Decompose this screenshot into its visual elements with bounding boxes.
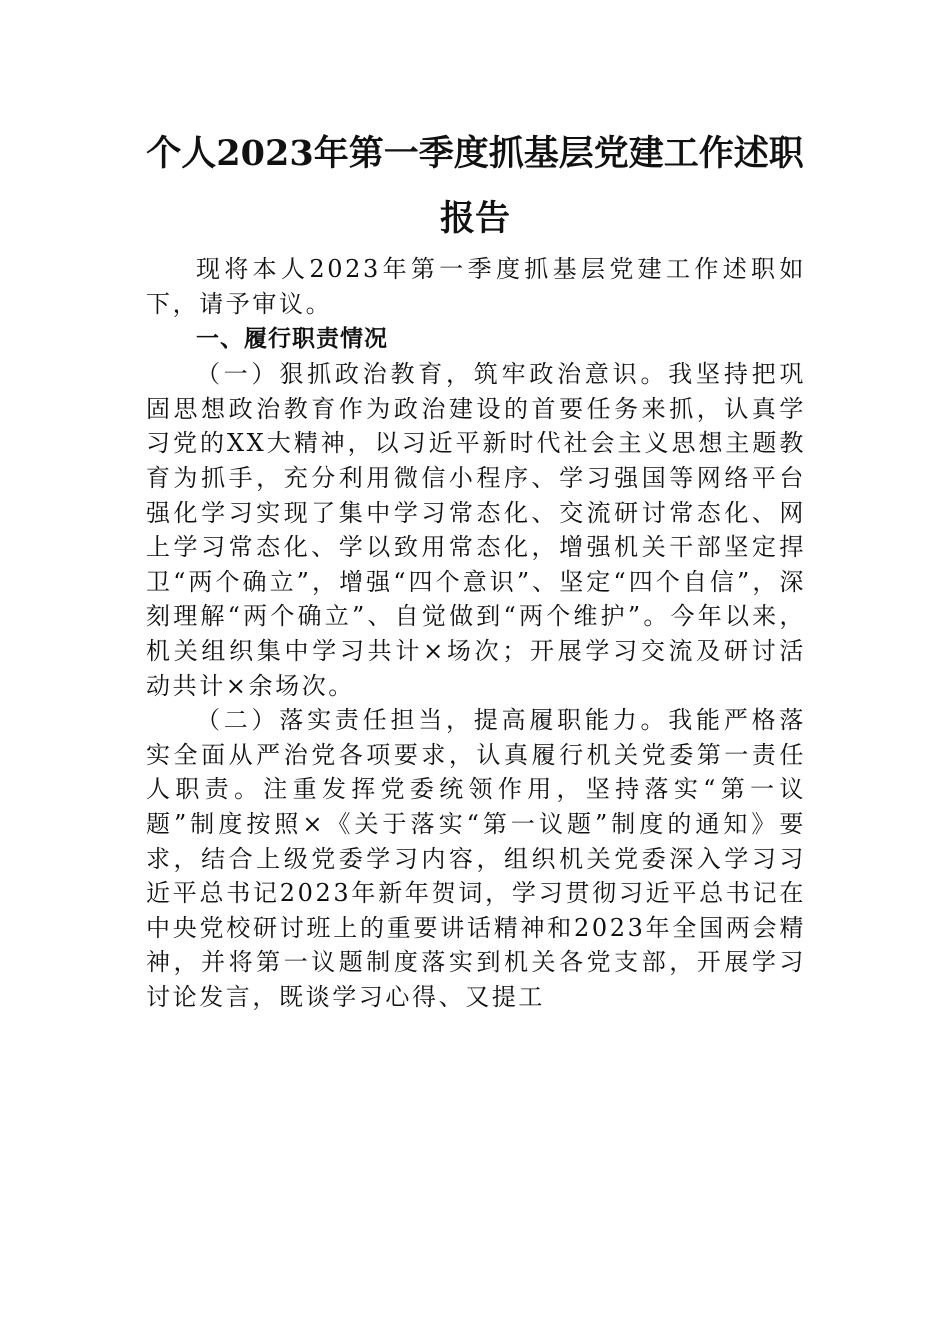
intro-paragraph: 现将本人2023年第一季度抓基层党建工作述职如下，请予审议。: [146, 255, 806, 318]
section-heading: 一、履行职责情况: [196, 326, 388, 353]
body-paragraph-2: （二）落实责任担当，提高履职能力。我能严格落实全面从严治党各项要求，认真履行机关党委第一责任人职责。注重发挥党委统领作用，坚持落实“第一议题”制度按照×《关于落实“第一议题”制度的通知》要求，结合上级党委学习内容，组织机关党委深入学习习近平总书记2023年新年贺词，学习贯彻习近平总书记在中央党校研讨班上的重要讲话精神和2023年全国两会精神，并将第一议题制度落实到机关各党支部，开展学习讨论发言，既谈学习心得、又提工: [146, 706, 806, 1011]
document-title-line-1: 个人2023年第一季度抓基层党建工作述职: [146, 133, 804, 174]
document-title-line-2: 报告: [439, 198, 510, 239]
body-paragraph-1: （一）狠抓政治教育，筑牢政治意识。我坚持把巩固思想政治教育作为政治建设的首要任务来抓，认真学习党的XX大精神，以习近平新时代社会主义思想主题教育为抓手，充分利用微信小程序、学习强国等网络平台强化学习实现了集中学习常态化、交流研讨常态化、网上学习常态化、学以致用常态化，增强机关干部坚定捍卫“两个确立”，增强“四个意识”、坚定“四个自信”，深刻理解“两个确立”、自觉做到“两个维护”。今年以来，机关组织集中学习共计×场次；开展学习交流及研讨活动共计×余场次。: [146, 360, 806, 700]
document-body: [146, 252, 806, 1014]
